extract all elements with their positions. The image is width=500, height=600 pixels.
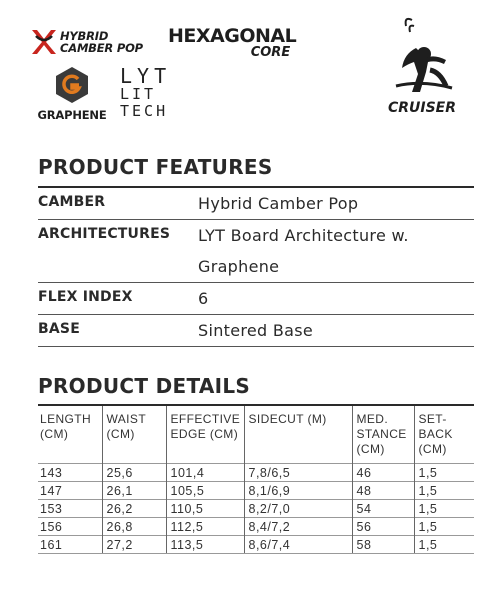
cell-length: 153 — [38, 499, 102, 517]
lyt-row-2: LIT — [120, 85, 157, 103]
cell-length: 156 — [38, 517, 102, 535]
feature-value: Sintered Base — [198, 321, 314, 340]
cell-set-back: 1,5 — [414, 481, 474, 499]
cruiser-logo — [372, 14, 472, 116]
cell-sidecut: 8,4/7,2 — [244, 517, 352, 535]
product-features-heading: PRODUCT FEATURES — [38, 155, 273, 179]
feature-row-base — [38, 314, 474, 347]
feature-row-flex-index — [38, 282, 474, 314]
feature-row-camber — [38, 186, 474, 219]
column-header-med-stance: MED. STANCE (CM) — [352, 405, 414, 463]
cell-length: 147 — [38, 481, 102, 499]
cell-waist: 26,8 — [102, 517, 166, 535]
feature-value: 6 — [198, 289, 209, 308]
lyt-tech-logo — [120, 66, 190, 120]
feature-value-line: LYT Board Architecture w. — [198, 226, 409, 245]
cell-med-stance: 48 — [352, 481, 414, 499]
cell-med-stance: 54 — [352, 499, 414, 517]
product-details-table — [38, 404, 474, 554]
graphene-label: GRAPHENE — [37, 108, 107, 122]
cell-waist: 25,6 — [102, 463, 166, 481]
cell-sidecut: 8,1/6,9 — [244, 481, 352, 499]
feature-key: BASE — [38, 321, 80, 337]
core-label: CORE — [250, 45, 291, 60]
column-header-length: LENGTH (CM) — [38, 405, 102, 463]
cell-effective-edge: 112,5 — [166, 517, 244, 535]
cell-sidecut: 8,6/7,4 — [244, 535, 352, 553]
table-row — [38, 499, 474, 517]
table-row — [38, 463, 474, 481]
cell-effective-edge: 101,4 — [166, 463, 244, 481]
table-row — [38, 481, 474, 499]
cell-waist: 26,1 — [102, 481, 166, 499]
graphene-hexagon-icon — [54, 66, 90, 104]
feature-value — [198, 220, 474, 282]
cell-med-stance: 56 — [352, 517, 414, 535]
graphene-logo — [32, 66, 112, 122]
cell-length: 143 — [38, 463, 102, 481]
feature-value: Hybrid Camber Pop — [198, 194, 359, 213]
feature-key: ARCHITECTURES — [38, 226, 171, 242]
logo-area — [0, 0, 500, 150]
cell-set-back: 1,5 — [414, 535, 474, 553]
table-row — [38, 517, 474, 535]
cell-med-stance: 58 — [352, 535, 414, 553]
table-row — [38, 535, 474, 553]
cell-set-back: 1,5 — [414, 463, 474, 481]
cell-sidecut: 8,2/7,0 — [244, 499, 352, 517]
column-header-set-back: SET- BACK (CM) — [414, 405, 474, 463]
feature-key: FLEX INDEX — [38, 289, 133, 305]
hybrid-camber-line1: HYBRID — [60, 29, 109, 43]
hybrid-camber-line2: CAMBER POP — [60, 41, 143, 55]
feature-key: CAMBER — [38, 194, 106, 210]
column-header-effective-edge: EFFECTIVE EDGE (CM) — [166, 405, 244, 463]
cruiser-rider-icon — [382, 14, 462, 98]
lyt-row-1: LYT — [120, 64, 172, 88]
hexagonal-core-logo — [168, 26, 296, 60]
cell-effective-edge: 110,5 — [166, 499, 244, 517]
lyt-row-3: TECH — [120, 102, 169, 120]
cell-med-stance: 46 — [352, 463, 414, 481]
table-header-row — [38, 405, 474, 463]
product-details-heading: PRODUCT DETAILS — [38, 374, 251, 398]
product-features-table — [38, 186, 474, 347]
cell-waist: 27,2 — [102, 535, 166, 553]
cell-sidecut: 7,8/6,5 — [244, 463, 352, 481]
cell-set-back: 1,5 — [414, 517, 474, 535]
hybrid-camber-icon — [30, 28, 58, 56]
hexagonal-label: HEXAGONAL — [168, 25, 297, 47]
cell-waist: 26,2 — [102, 499, 166, 517]
feature-row-architectures — [38, 219, 474, 282]
column-header-sidecut: SIDECUT (M) — [244, 405, 352, 463]
cell-set-back: 1,5 — [414, 499, 474, 517]
cell-effective-edge: 113,5 — [166, 535, 244, 553]
column-header-waist: WAIST (CM) — [102, 405, 166, 463]
feature-value-line: Graphene — [198, 257, 280, 276]
cell-length: 161 — [38, 535, 102, 553]
cruiser-label: CRUISER — [387, 100, 457, 116]
cell-effective-edge: 105,5 — [166, 481, 244, 499]
